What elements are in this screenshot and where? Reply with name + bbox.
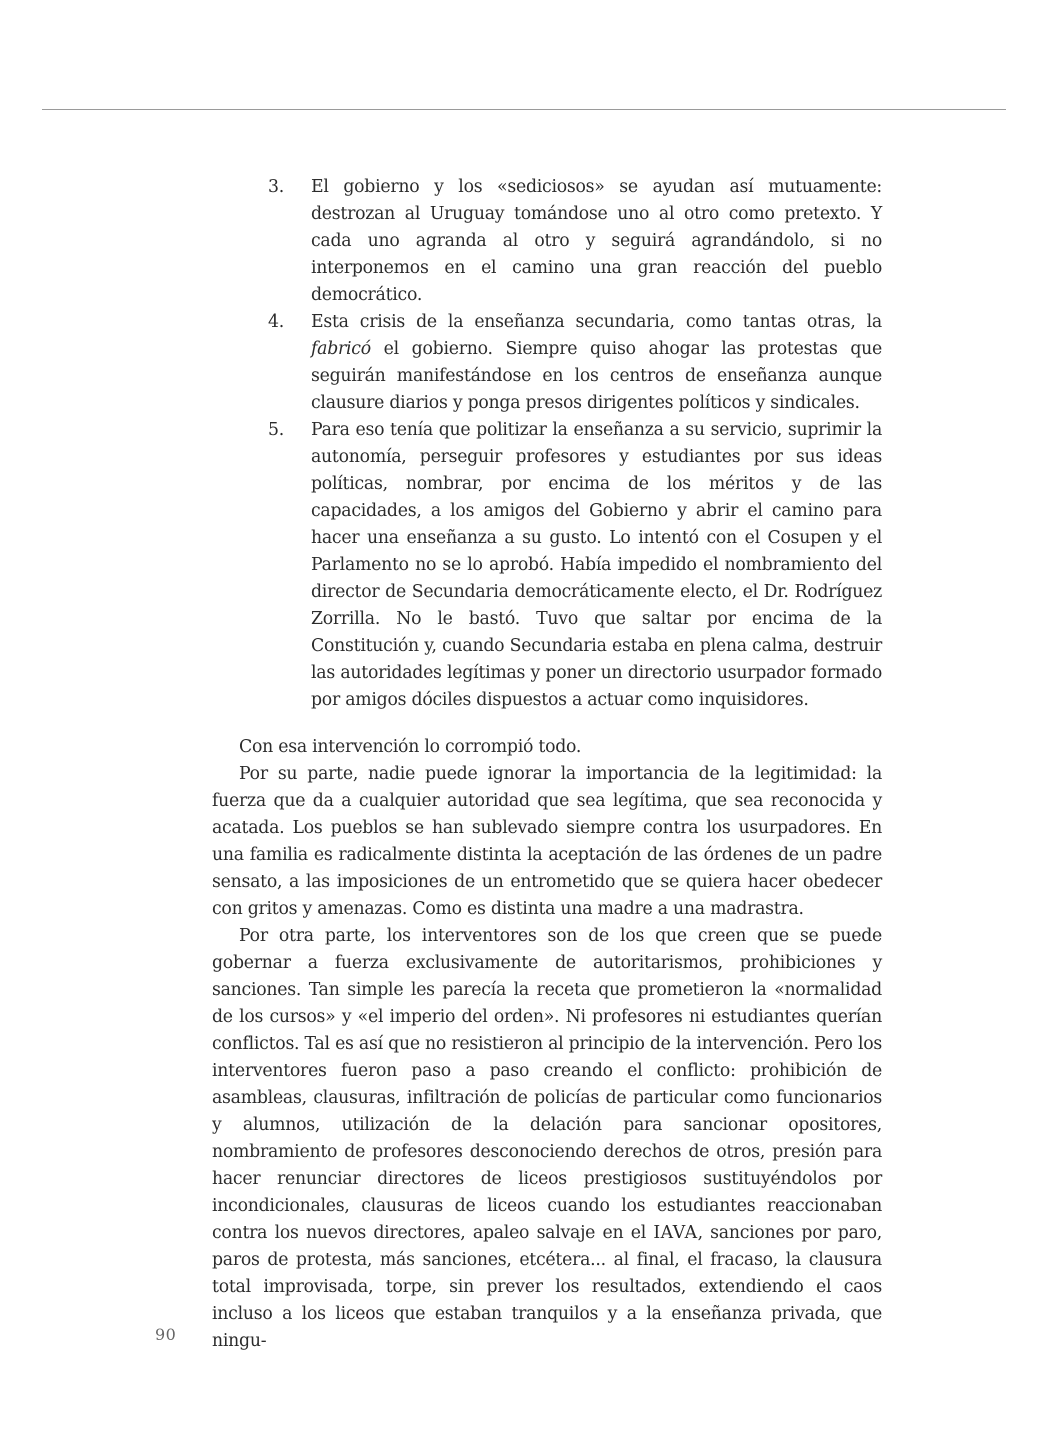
list-item-3 xyxy=(268,174,882,309)
list-number: 4. xyxy=(268,312,284,332)
section-spacer xyxy=(212,714,882,734)
paragraph-1: Con esa intervención lo corrompió todo. xyxy=(239,737,582,757)
page-body xyxy=(212,174,882,1355)
numbered-list xyxy=(212,174,882,714)
list-item-5 xyxy=(268,417,882,714)
list-item-emphasis: fabricó xyxy=(311,339,371,359)
list-item-4 xyxy=(268,309,882,417)
list-item-text: el gobierno. Siempre quiso ahogar las protestas que seguirán manifestándose en los centros de enseñanza aunque clausure diarios y ponga presos dirigentes políticos y sindicales. xyxy=(311,339,882,413)
paragraph-text: , sanciones por paro, paros de protesta, más sanciones, etcétera... al final, el fracaso, la clausura total improvisada, torpe, sin prever los resultados, extendiendo el caos incluso a los liceos que estaban tranquilos y a la enseñanza privada, que ningu- xyxy=(212,1223,882,1351)
page-number: 90 xyxy=(155,1325,177,1344)
list-item-text: El gobierno y los «sediciosos» se ayudan así mutuamente: destrozan al Uruguay tomándose uno al otro como pretexto. Y cada uno agranda al otro y seguirá agrandándolo, si no interponemos en el camino una gran reacción del pueblo democrático. xyxy=(311,177,882,305)
paragraph-3 xyxy=(212,923,882,1355)
acronym-iava: IAVA xyxy=(653,1223,698,1243)
paragraph-2: Por su parte, nadie puede ignorar la importancia de la legitimidad: la fuerza que da a cualquier autoridad que sea legítima, que sea reconocida y acatada. Los pueblos se han sublevado siempre contra los usurpadores. En una familia es radicalmente distinta la aceptación de las órdenes de un padre sensato, a las imposiciones de un entrometido que se quiera hacer obedecer con gritos y amenazas. Como es distinta una madre a una madrastra. xyxy=(212,764,882,919)
list-number: 3. xyxy=(268,177,284,197)
list-number: 5. xyxy=(268,420,284,440)
list-item-text: Para eso tenía que politizar la enseñanza a su servicio, suprimir la autonomía, perseguir profesores y estudiantes por sus ideas políticas, nombrar, por encima de los méritos y de las capacidades, a los amigos del Gobierno y abrir el camino para hacer una enseñanza a su gusto. Lo intentó con el Cosupen y el Parlamento no se lo aprobó. Había impedido el nombramiento del director de Secundaria democráticamente electo, el Dr. Rodríguez Zorrilla. No le bastó. Tuvo que saltar por encima de la Constitución y, cuando Secundaria estaba en plena calma, destruir las autoridades legítimas y poner un directorio usurpador formado por amigos dóciles dispuestos a actuar como inquisidores. xyxy=(311,420,882,710)
header-rule xyxy=(42,109,1006,110)
list-item-text: Esta crisis de la enseñanza secundaria, como tantas otras, la xyxy=(311,312,882,332)
paragraph-text: Por otra parte, los interventores son de los que creen que se puede gobernar a fuerza exclusivamente de autoritarismos, prohibiciones y sanciones. Tan simple les parecía la receta que prometieron la «normalidad de los cursos» y «el imperio del orden». Ni profesores ni estudiantes querían conflictos. Tal es así que no resistieron al principio de la intervención. Pero los interventores fueron paso a paso creando el conflicto: prohibición de asambleas, clausuras, infiltración de policías de particular como funcionarios y alumnos, utilización de la delación para sancionar opositores, nombramiento de profesores desconociendo derechos de otros, presión para hacer renunciar directores de liceos prestigiosos sustituyéndolos por incondicionales, clausuras de liceos cuando los estudiantes reaccionaban contra los nuevos directores, apaleo salvaje en el xyxy=(212,926,882,1243)
